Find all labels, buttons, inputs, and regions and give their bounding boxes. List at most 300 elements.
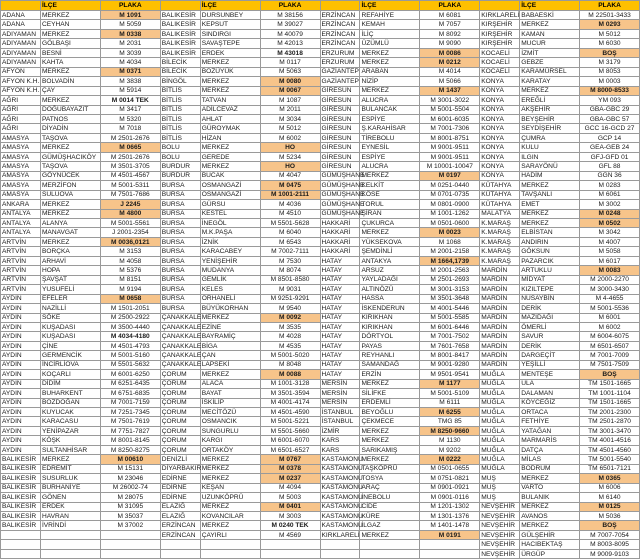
plate-cell: M 0237 [260,474,320,483]
plate-cell: M 0767 [260,455,320,464]
plate-cell: M 7530 [260,256,320,265]
district-cell: ALUCRA [360,162,420,171]
table-row [1,171,640,180]
province-cell: KONYA [480,133,520,142]
plate-cell: M 6111 [420,398,480,407]
table-row [1,86,640,95]
plate-cell: M 26002-74 [100,483,160,492]
table-row [1,341,640,350]
province-cell: ERZİNCAN [320,20,360,29]
plate-cell: M 8151 [100,275,160,284]
plate-cell: M 4028 [260,332,320,341]
province-cell: KASTAMONU [321,512,363,520]
plate-cell: M 0092 [260,313,320,322]
district-cell: MECİTÖZÜ [200,408,260,417]
plate-cell: M 1001-1262 [420,209,480,218]
district-cell: YENİPAZAR [40,426,100,435]
province-cell: KÜTAHYA [480,181,520,190]
plate-cell: M 6001-6446 [420,322,480,331]
plate-cell: M 2001-2563 [420,266,480,275]
district-cell: MERKEZ [360,171,420,180]
district-cell: MERKEZ [40,11,100,20]
plate-cell: M 5001-5585 [420,313,480,322]
table-row [1,162,640,171]
plate-cell: GFJ-GFD 01 [580,152,640,161]
province-cell: MUĞLA [480,455,520,464]
table-row [1,275,640,284]
province-cell: AMASYA [1,162,41,171]
plate-cell: M 0751-0821 [420,474,480,483]
district-cell: İSKİLİP [200,398,260,407]
plate-cell: M 0701-0735 [420,190,480,199]
plate-cell: M 5058 [580,247,640,256]
province-cell: AYDIN [1,294,41,303]
province-cell: ARTVİN [1,237,41,246]
province-cell: ARTVİN [1,247,41,256]
plate-cell: M 0248 [580,209,640,218]
province-cell [1,530,41,539]
district-cell: MERKEZ [360,426,420,435]
province-cell: KASTAMONU [321,474,363,482]
plate-cell: M 4501-4590 [260,408,320,417]
district-cell: KÖSE [360,190,420,199]
province-cell: BOLU [160,143,200,152]
plate-cell: M 3179 [580,58,640,67]
plate-cell: M 3501-3594 [260,389,320,398]
header-row [1,1,640,11]
plate-cell: M 5501-5628 [260,218,320,227]
district-cell: BULANCAK [360,105,420,114]
province-cell: KOCAELİ [480,67,520,76]
district-cell: MERKEZ [360,436,420,445]
plate-cell: M 10001-10047 [420,162,480,171]
plate-cell: M 9001-9280 [420,360,480,369]
table-row [1,143,640,152]
district-cell: EREĞLİ [520,96,580,105]
province-cell: KASTAMONU [321,456,363,464]
province-cell: ARTVİN [1,275,41,284]
district-cell: PAYAS [360,341,420,350]
plate-cell [100,530,160,539]
province-cell: HATAY [320,275,360,284]
province-cell: ÇORUM [160,426,200,435]
plate-cell: M 0658 [100,294,160,303]
province-cell: DİYARBAKIR [161,465,202,473]
district-cell: LAPSEKİ [200,360,260,369]
plate-cell: M 0901-0921 [420,483,480,492]
province-cell: ÇANAKKALE [161,361,202,369]
plate-cell: M 1437 [420,86,480,95]
province-cell: GÜMÜŞHANE [321,181,365,189]
table-row [1,379,640,388]
table-row [1,124,640,133]
district-cell: İLGAZ [360,521,420,530]
district-cell [40,540,100,549]
table-row [1,48,640,57]
header-ilce-cell: İLÇE [200,1,260,11]
plate-cell: M 0117 [260,58,320,67]
plate-cell: M 1068 [420,237,480,246]
district-cell: GEBZE [520,58,580,67]
province-cell: AMASYA [1,133,41,142]
plate-cell: M 7001-7502 [420,332,480,341]
province-cell: KIRŞEHİR [480,29,520,38]
province-cell: NEVŞEHİR [480,502,520,511]
plate-cell: M 42013 [260,39,320,48]
district-cell: KAMAN [520,29,580,38]
district-cell: İNEGÖL [200,218,260,227]
plate-cell: M 0197 [420,171,480,180]
plate-cell: TMG 85 [420,417,480,426]
district-cell: ARHAVİ [40,256,100,265]
plate-cell: M 7501-7619 [100,417,160,426]
province-cell: BİTLİS [160,96,200,105]
table-row [1,540,640,549]
province-cell: HAKKARİ [320,237,360,246]
district-cell: DÖRTYOL [360,332,420,341]
table-row [1,455,640,464]
district-cell: MERKEZ [200,455,260,464]
district-cell: MERKEZ [200,77,260,86]
province-cell: GÜMÜŞHANE [321,210,365,218]
district-cell: PAZARCIK [520,256,580,265]
province-cell: BİLECİK [160,58,200,67]
district-cell: Ş.KARAHİSAR [360,124,420,133]
province-cell: HATAY [320,351,360,360]
province-cell: AYDIN [1,389,41,398]
province-cell: İZMİR [320,426,360,435]
district-cell: M.K.PAŞA [200,228,260,237]
district-cell: MERKEZ [200,143,260,152]
province-cell: HATAY [320,256,360,265]
province-cell: MERSİN [320,389,360,398]
province-cell: BURSA [160,190,200,199]
plate-cell: M 6255 [420,408,480,417]
plate-cell: M 8001-8417 [420,351,480,360]
district-cell: KEŞAN [200,483,260,492]
district-cell: BESNİ [40,48,100,57]
province-cell: BURSA [160,237,200,246]
district-cell: HİZAN [200,133,260,142]
province-cell: KASTAMONU [321,493,363,501]
district-cell: ALUCRA [360,96,420,105]
district-cell: ÇAYIRLI [200,530,260,539]
province-cell: ADIYAMAN [1,58,41,67]
district-cell: KULU [520,143,580,152]
plate-cell: M 2000-2270 [580,275,640,284]
table-row [1,181,640,190]
district-cell: TAVŞANLI [520,190,580,199]
province-cell: MUĞLA [480,370,520,379]
plate-cell: TM 4501-4560 [580,445,640,454]
province-cell: BURSA [160,256,200,265]
district-cell: AHLAT [200,114,260,123]
district-cell: YEŞİLLİ [520,360,580,369]
province-cell: ÇANAKKALE [161,333,202,341]
province-cell: K.MARAŞ [480,218,520,227]
plate-cell: M 8092 [420,29,480,38]
province-cell: GİRESUN [320,143,360,152]
plate-cell: M 6001-6035 [420,114,480,123]
plate-cell: M 4510 [260,209,320,218]
province-cell: BURSA [160,218,200,227]
table-row [1,105,640,114]
province-cell: ADANA [1,11,41,20]
district-cell: KOÇARLI [40,370,100,379]
district-cell: KOVANCILAR [200,512,260,521]
plate-cell: M 0251-0440 [420,181,480,190]
plate-cell: M 0475 [260,181,320,190]
plate-cell: M 1664,1739 [420,256,480,265]
plate-cell: M 6081 [420,11,480,20]
table-row [1,417,640,426]
plate-cell: M 4-4655 [580,294,640,303]
district-cell: ÖMERLİ [520,322,580,331]
province-cell: AYDIN [1,341,41,350]
district-cell: KARACABEY [200,247,260,256]
province-cell: NEVŞEHİR [480,549,520,558]
province-cell: BALIKESİR [1,493,41,502]
province-cell: AYDIN [1,370,41,379]
plate-cell: M 3003 [260,512,320,521]
province-cell: MARDİN [480,322,520,331]
plate-cell: M 5001-5020 [260,351,320,360]
header-il-cell [480,1,520,11]
plate-cell: TM 5001-5540 [580,455,640,464]
province-cell: BİTLİS [160,133,200,142]
district-cell: ANTAKYA [360,256,420,265]
province-cell: KONYA [480,124,520,133]
plate-cell: M 5012 [260,124,320,133]
province-cell: KIRKLARELİ [321,531,360,539]
table-row [1,549,640,558]
province-cell: BİTLİS [160,105,200,114]
district-cell: BABAESKİ [520,11,580,20]
plate-cell: BOŞ [580,370,640,379]
district-cell: İVRİNDİ [40,521,100,530]
province-cell: MUĞLA [480,389,520,398]
province-cell: ÇORUM [160,398,200,407]
plate-cell: M 3000-3430 [580,285,640,294]
province-cell: HAKKARİ [320,228,360,237]
plate-cell: M 4001-5446 [420,304,480,313]
province-cell: GÜMÜŞHANE [321,200,365,208]
plate-cell: M 0502 [580,218,640,227]
district-cell: İZMİT [520,48,580,57]
district-cell: BAYRAMİÇ [200,332,260,341]
plate-cell: GCC 16-GCD 27 [580,124,640,133]
province-cell: AYDIN [1,332,41,341]
province-cell: MUĞLA [480,398,520,407]
province-cell: GİRESUN [320,152,360,161]
plate-cell: HO [260,143,320,152]
province-cell: KIRKLARELİ [481,11,520,19]
table-row [1,493,640,502]
plate-cell: M 5001-5536 [580,304,640,313]
plate-cell: M 0378 [260,464,320,473]
province-cell: BALIKESİR [1,512,41,521]
province-cell: MUĞLA [480,464,520,473]
plate-cell: M 7001-7159 [100,398,160,407]
table-row [1,426,640,435]
plate-cell: M 5001-5160 [100,351,160,360]
district-cell: UZUNKÖPRÜ [200,493,260,502]
district-cell: YAYLADAĞI [360,275,420,284]
province-cell: GAZİANTEP [321,68,359,76]
district-cell: MAZIDAĞI [520,313,580,322]
district-cell: KELES [200,285,260,294]
district-cell: KIZILTEPE [520,285,580,294]
plate-cell: M 4047 [260,171,320,180]
district-cell: İNCİRLİOVA [40,360,100,369]
plate-cell: M 5001-5221 [260,417,320,426]
plate-cell: M 6030 [580,39,640,48]
table-row [1,408,640,417]
district-cell [40,549,100,558]
district-cell: SİLİFKE [360,389,420,398]
plate-cell: M 6061 [580,190,640,199]
district-cell: ERDEK [200,48,260,57]
table-row [1,502,640,511]
plate-cell: M 0212 [420,58,480,67]
district-cell: MERKEZ [40,96,100,105]
plate-cell: M 8003-8095 [580,540,640,549]
plate-cell: M 8001-8145 [100,436,160,445]
table-row [1,332,640,341]
province-cell: AFYON [1,67,41,76]
district-cell: BEYŞEHİR [520,114,580,123]
plate-cell: M 5063 [260,67,320,76]
plate-cell: M 2031 [100,39,160,48]
province-cell: BURSA [160,209,200,218]
district-cell: MERKEZ [520,474,580,483]
district-cell: MERKEZ [200,86,260,95]
province-cell: KASTAMONU [321,522,363,530]
district-cell: NİZİP [360,77,420,86]
district-cell: SULTANHİSAR [40,445,100,454]
plate-cell: M 3039 [100,48,160,57]
district-cell: MERKEZ [200,521,260,530]
plate-cell: M 6140 [580,493,640,502]
district-cell: REFAHİYE [360,11,420,20]
province-cell: BALIKESİR [1,502,41,511]
district-cell: MERKEZ [200,370,260,379]
province-cell: ADIYAMAN [1,39,41,48]
province-cell: ÇORUM [160,436,200,445]
district-cell: MERKEZ [40,200,100,209]
province-cell: MARDİN [480,304,520,313]
plate-cell: M 8501-8580 [260,275,320,284]
district-cell: VARTO [520,483,580,492]
table-row [1,285,640,294]
district-cell: REYHANLI [360,351,420,360]
district-cell: İLİÇ [360,29,420,38]
district-cell: YATAĞAN [520,426,580,435]
plate-cell [420,540,480,549]
table-row [1,445,640,454]
plate-cell: M 3001-3153 [420,285,480,294]
province-cell: ANTALYA [1,209,41,218]
province-cell: ERZİNCAN [320,39,360,48]
district-cell: ALACA [200,379,260,388]
table-row [1,77,640,86]
plate-cell: M 0501-0655 [420,464,480,473]
province-cell: BURSA [160,200,200,209]
plate-cell: M 8001-8751 [420,133,480,142]
table-row [1,530,640,539]
district-cell: MERKEZ [520,86,580,95]
district-cell: TAŞOVA [40,162,100,171]
province-cell: HATAY [320,332,360,341]
table-row [1,96,640,105]
province-cell: MARDİN [480,351,520,360]
province-cell: ÇORUM [160,417,200,426]
district-cell: GÜRSU [200,200,260,209]
district-cell: TATVAN [200,96,260,105]
province-cell: KÜTAHYA [480,190,520,199]
district-cell: ÇUKURCA [360,218,420,227]
district-cell: GÜMÜŞHACIKÖY [40,152,100,161]
district-cell: ORTAKÖY [200,445,260,454]
province-cell: BURDUR [160,162,200,171]
plate-cell: TM 1501-1665 [580,398,640,407]
district-cell: SARAYÖNÜ [520,162,580,171]
province-cell: ÇORUM [160,379,200,388]
district-cell: ANDIRIN [520,237,580,246]
province-cell: GİRESUN [320,96,360,105]
province-cell: HATAY [320,313,360,322]
plate-cell: M 4001-4174 [260,398,320,407]
plate-cell: M 7007-7054 [580,530,640,539]
plate-cell: M 6004-6075 [580,332,640,341]
header-plaka-cell: PLAKA [420,1,480,11]
table-row [1,304,640,313]
district-cell: MERKEZ [360,48,420,57]
table-row [1,20,640,29]
plate-cell: M 0401 [260,502,320,511]
district-cell [360,540,420,549]
district-cell: EFELER [40,294,100,303]
province-cell: AĞRI [1,114,41,123]
plate-cell: J 2245 [100,200,160,209]
header-il-cell [320,1,360,11]
province-cell: BALIKESİR [160,29,200,38]
plate-cell: M 9031 [260,285,320,294]
district-cell: KÖŞK [40,436,100,445]
table-row [1,464,640,473]
province-cell: KASTAMONU [321,465,363,473]
plate-cell: M 6251-6435 [100,379,160,388]
province-cell: ELAZIĞ [160,502,200,511]
district-cell: TAŞOVA [40,133,100,142]
district-cell: GERMENCİK [40,351,100,360]
district-cell: KEMAH [360,20,420,29]
plate-cell: M 0083 [580,266,640,275]
district-cell: CİDE [360,502,420,511]
plate-cell: M 7001-7009 [580,351,640,360]
district-cell: FETHİYE [520,417,580,426]
district-cell: İNEBOLU [360,493,420,502]
district-cell: MUDANYA [200,266,260,275]
province-cell: BALIKESİR [1,464,41,473]
province-cell: MARDİN [480,360,520,369]
table-row [1,58,640,67]
district-cell: DERİK [520,304,580,313]
province-cell: GİRESUN [320,162,360,171]
plate-cell: GEA-GEB 24 [580,143,640,152]
province-cell: ARTVİN [1,256,41,265]
province-cell: KIRŞEHİR [480,39,520,48]
